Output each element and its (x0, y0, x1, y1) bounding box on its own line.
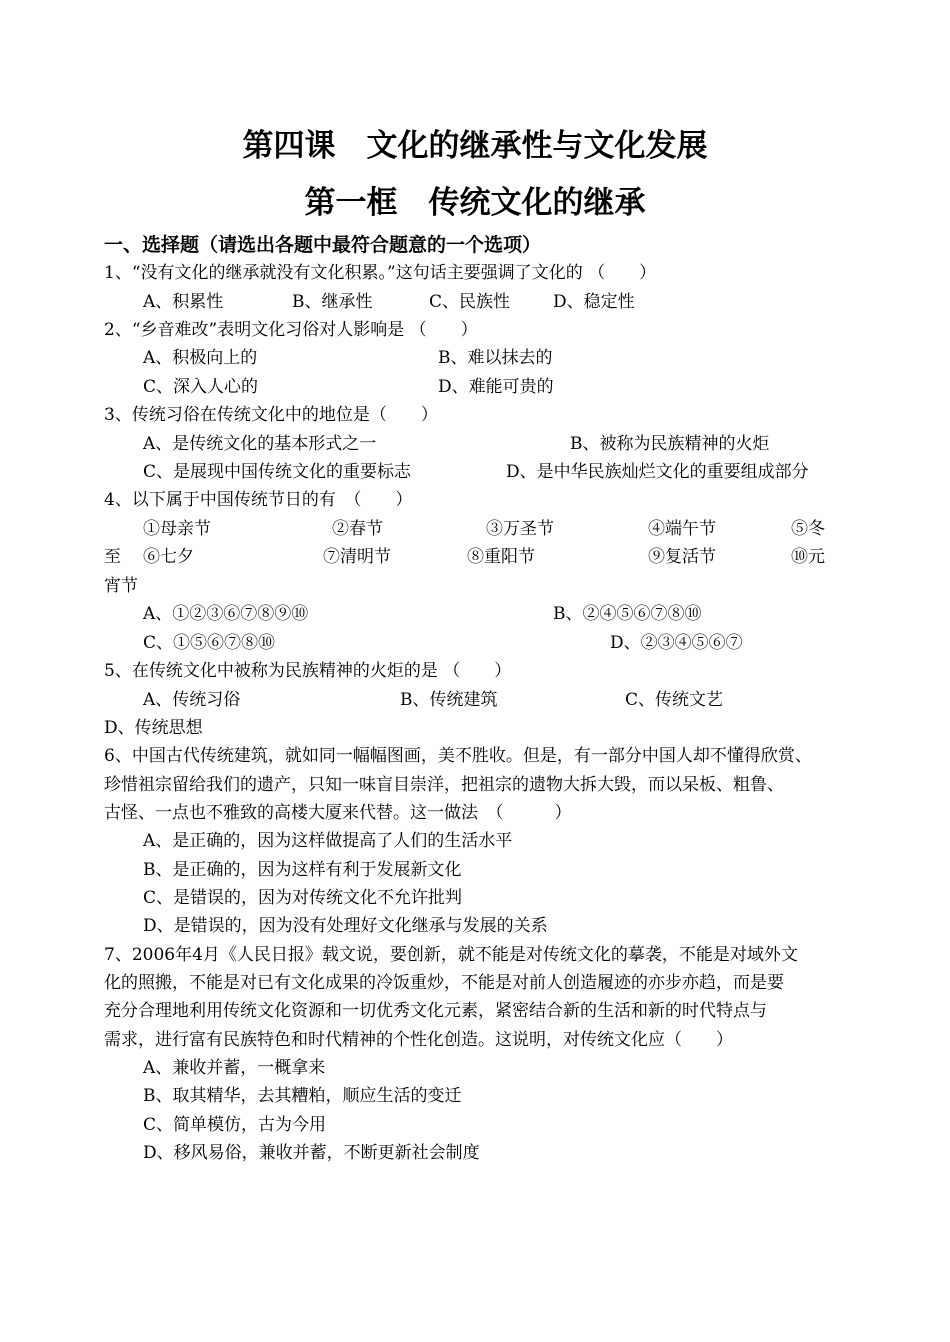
holiday-item: ⑥七夕 (143, 547, 194, 567)
question-7-stem-line: 7、2006年4月《人民日报》载文说，要创新，就不能是对传统文化的摹袭，不能是对域外文 (104, 945, 798, 965)
question-7-option-a: A、兼收并蓄，一概拿来 (143, 1058, 326, 1078)
holiday-item: ④端午节 (648, 519, 716, 539)
question-7-option-b: B、取其精华，去其糟粕，顺应生活的变迁 (143, 1086, 462, 1106)
question-1-option-c: C、民族性 (429, 292, 511, 312)
question-2-option-b: B、难以抹去的 (438, 348, 553, 368)
question-4-stem: 4、以下属于中国传统节日的有 （ ） (104, 490, 413, 510)
lesson-title: 第四课 文化的继承性与文化发展 (242, 128, 708, 164)
question-3-stem: 3、传统习俗在传统文化中的地位是（ ） (104, 405, 438, 425)
question-4-option-b: B、②④⑤⑥⑦⑧⑩ (553, 604, 702, 624)
question-2-stem: 2、“乡音难改”表明文化习俗对人影响是 （ ） (104, 320, 478, 340)
question-2-option-d: D、难能可贵的 (438, 377, 554, 397)
question-6-stem-line: 古怪、一点也不雅致的高楼大厦来代替。这一做法 （ ） (104, 803, 572, 823)
question-7-stem-line: 充分合理地利用传统文化资源和一切优秀文化元素，紧密结合新的生活和新的时代特点与 (104, 1001, 767, 1021)
question-6-option-b: B、是正确的，因为这样有利于发展新文化 (143, 860, 462, 880)
holiday-item-continuation: 至 (104, 547, 121, 567)
question-4-option-c: C、①⑤⑥⑦⑧⑩ (143, 633, 276, 653)
question-6-option-a: A、是正确的，因为这样做提高了人们的生活水平 (143, 831, 513, 851)
question-5-option-b: B、传统建筑 (400, 690, 498, 710)
question-7-option-d: D、移风易俗，兼收并蓄，不断更新社会制度 (143, 1143, 480, 1163)
holiday-item: ⑧重阳节 (467, 547, 535, 567)
question-5-option-c: C、传统文艺 (625, 690, 724, 710)
question-7-stem-line: 化的照搬，不能是对已有文化成果的冷饭重炒，不能是对前人创造履迹的亦步亦趋，而是要 (104, 973, 784, 993)
question-1-stem: 1、“没有文化的继承就没有文化积累。”这句话主要强调了文化的 （ ） (104, 263, 657, 283)
question-3-option-c: C、是展现中国传统文化的重要标志 (143, 462, 412, 482)
question-4-option-d: D、②③④⑤⑥⑦ (610, 633, 743, 653)
holiday-item: ③万圣节 (486, 519, 554, 539)
question-7-option-c: C、简单模仿，古为今用 (143, 1115, 327, 1135)
question-6-stem-line: 珍惜祖宗留给我们的遗产，只知一味盲目崇洋，把祖宗的遗物大拆大毁，而以呆板、粗鲁、 (104, 775, 784, 795)
section-subtitle: 第一框 传统文化的继承 (304, 185, 646, 221)
holiday-item: ⑤冬 (791, 519, 825, 539)
holiday-item: ②春节 (332, 519, 383, 539)
question-3-option-b: B、被称为民族精神的火炬 (570, 434, 770, 454)
question-6-stem-line: 6、中国古代传统建筑，就如同一幅幅图画，美不胜收。但是，有一部分中国人却不懂得欣赏、 (104, 746, 812, 766)
question-1-option-d: D、稳定性 (553, 292, 635, 312)
question-2-option-a: A、积极向上的 (143, 348, 258, 368)
question-7-stem-line: 需求，进行富有民族特色和时代精神的个性化创造。这说明，对传统文化应（ ） (104, 1030, 733, 1050)
holiday-item: ①母亲节 (143, 519, 211, 539)
question-3-option-a: A、是传统文化的基本形式之一 (143, 434, 377, 454)
holiday-item: ⑩元 (791, 547, 825, 567)
section-heading: 一、选择题（请选出各题中最符合题意的一个选项） (104, 234, 542, 256)
question-6-option-d: D、是错误的，因为没有处理好文化继承与发展的关系 (143, 916, 548, 936)
question-5-option-d: D、传统思想 (104, 718, 203, 738)
question-6-option-c: C、是错误的，因为对传统文化不允许批判 (143, 888, 463, 908)
question-1-option-b: B、继承性 (292, 292, 373, 312)
question-1-option-a: A、积累性 (143, 292, 224, 312)
holiday-item: ⑨复活节 (648, 547, 716, 567)
question-2-option-c: C、深入人心的 (143, 377, 259, 397)
question-5-stem: 5、在传统文化中被称为民族精神的火炬的是 （ ） (104, 661, 512, 681)
question-4-option-a: A、①②③⑥⑦⑧⑨⑩ (143, 604, 309, 624)
question-5-option-a: A、传统习俗 (143, 690, 241, 710)
holiday-item-continuation: 宵节 (104, 576, 138, 596)
holiday-item: ⑦清明节 (323, 547, 391, 567)
question-3-option-d: D、是中华民族灿烂文化的重要组成部分 (506, 462, 809, 482)
